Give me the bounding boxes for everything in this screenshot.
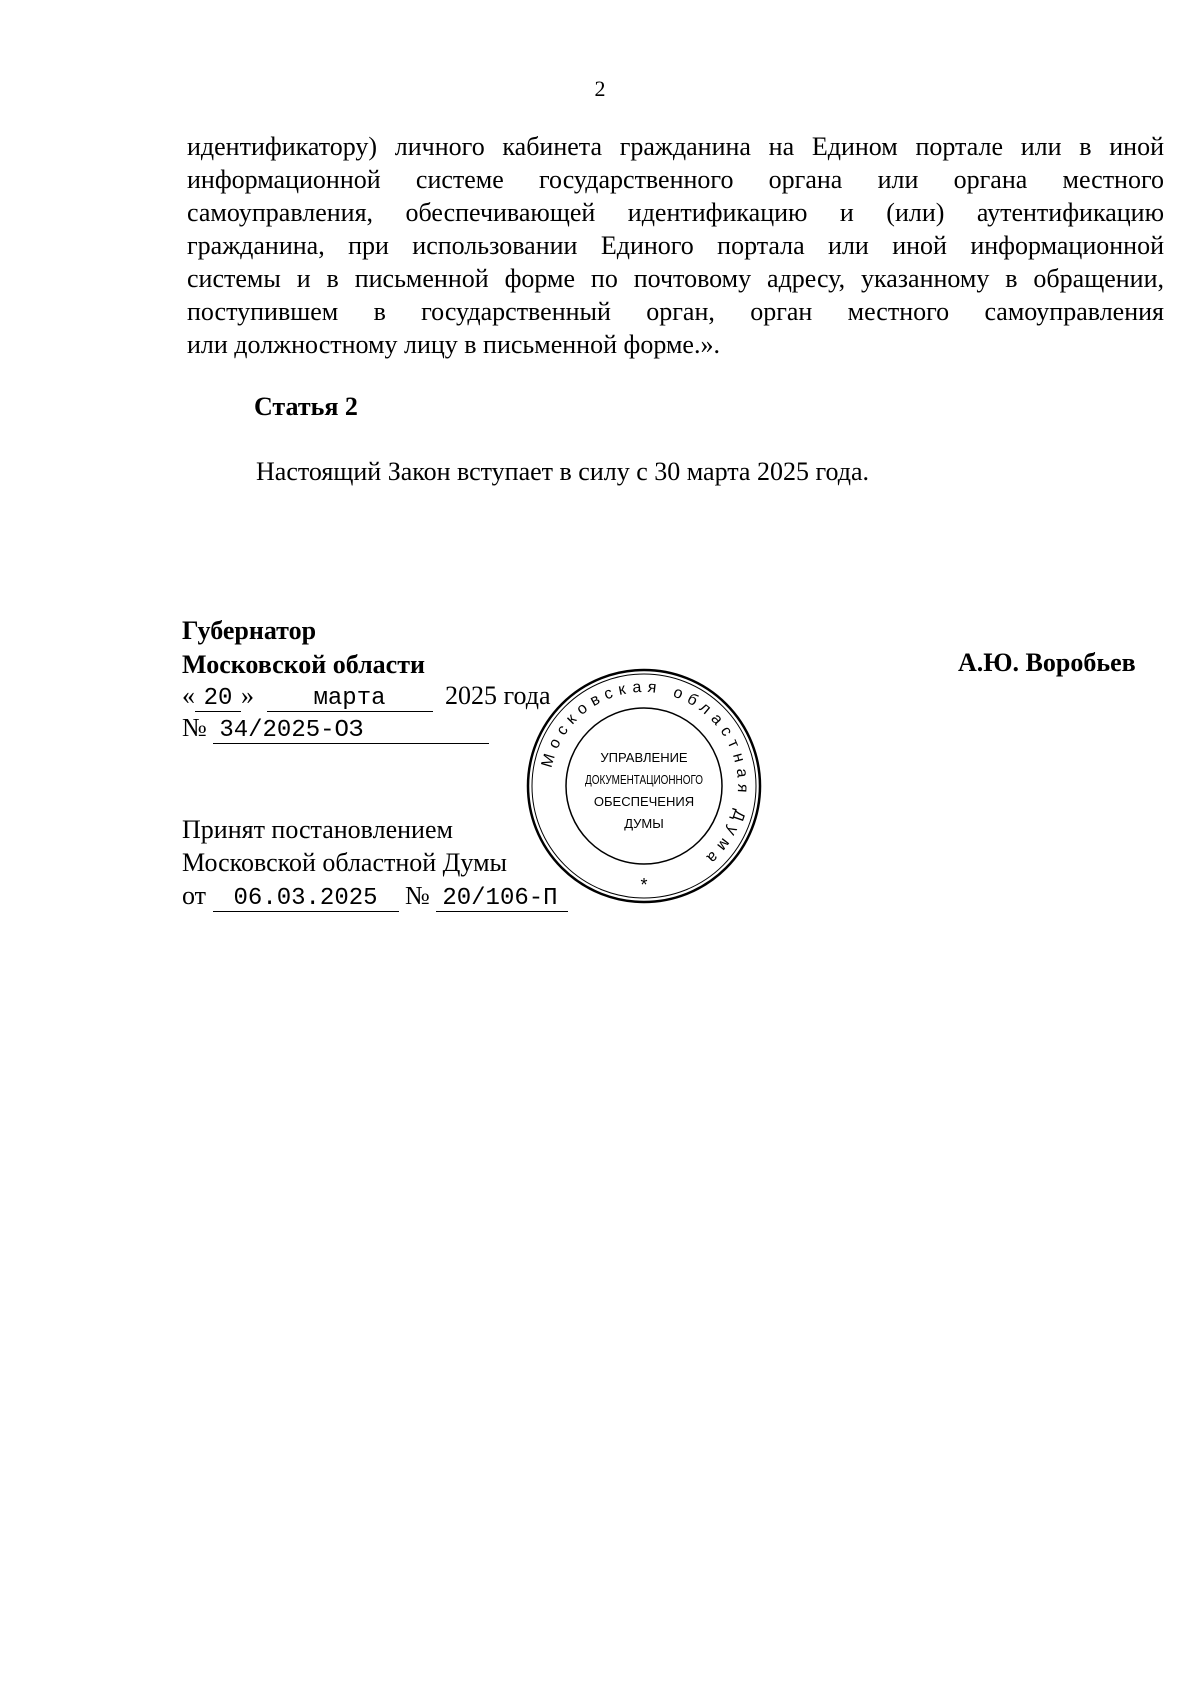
article-title: Статья 2 — [254, 392, 358, 421]
date-close-quote: » — [241, 681, 254, 710]
adoption-number: 20/106-П — [436, 887, 568, 912]
official-stamp — [526, 668, 762, 904]
page-number: 2 — [594, 76, 606, 101]
date-year: 2025 года — [445, 681, 551, 710]
adoption-block — [182, 813, 568, 912]
signing-date — [182, 681, 551, 712]
body-paragraph — [187, 130, 1164, 361]
number-label: № — [182, 713, 207, 742]
adoption-line: Принят постановлением — [182, 815, 453, 844]
date-month: марта — [267, 687, 433, 712]
date-day: 20 — [195, 687, 241, 712]
adoption-reference — [182, 879, 568, 912]
signatory-name: А.Ю. Воробьев — [958, 648, 1136, 677]
law-number — [182, 713, 489, 744]
signatory-title — [182, 614, 425, 682]
stamp-center-line: ДОКУМЕНТАЦИОННОГО — [585, 772, 703, 787]
date-open-quote: « — [182, 681, 195, 710]
body-line: идентификатору) личного кабинета гражданина на Едином портале или в иной — [187, 132, 1164, 161]
adoption-line: Московской областной Думы — [182, 848, 507, 877]
number-value: 34/2025-ОЗ — [213, 719, 489, 744]
signatory-title-line: Губернатор — [182, 616, 317, 645]
body-line: поступившем в государственный орган, орган местного самоуправления — [187, 297, 1164, 326]
stamp-center-line: ОБЕСПЕЧЕНИЯ — [593, 794, 695, 809]
adoption-date: 06.03.2025 — [213, 887, 399, 912]
stamp-center-line: ДУМЫ — [624, 816, 664, 831]
body-line: системы и в письменной форме по почтовому адресу, указанному в обращении, — [187, 264, 1164, 293]
body-line: информационной системе государственного органа или органа местного — [187, 165, 1164, 194]
body-line: гражданина, при использовании Единого портала или иной информационной — [187, 231, 1164, 260]
adoption-number-label: № — [405, 881, 430, 910]
body-line: самоуправления, обеспечивающей идентификацию и (или) аутентификацию — [187, 198, 1164, 227]
body-line: или должностному лицу в письменной форме.». — [187, 330, 720, 359]
from-label: от — [182, 881, 207, 910]
article-text: Настоящий Закон вступает в силу с 30 марта 2025 года. — [256, 457, 869, 486]
stamp-star: * — [640, 875, 648, 895]
stamp-ring-text: Московская областная Дума — [538, 678, 752, 871]
stamp-center-line: УПРАВЛЕНИЕ — [600, 750, 688, 765]
signatory-title-line: Московской области — [182, 650, 425, 679]
